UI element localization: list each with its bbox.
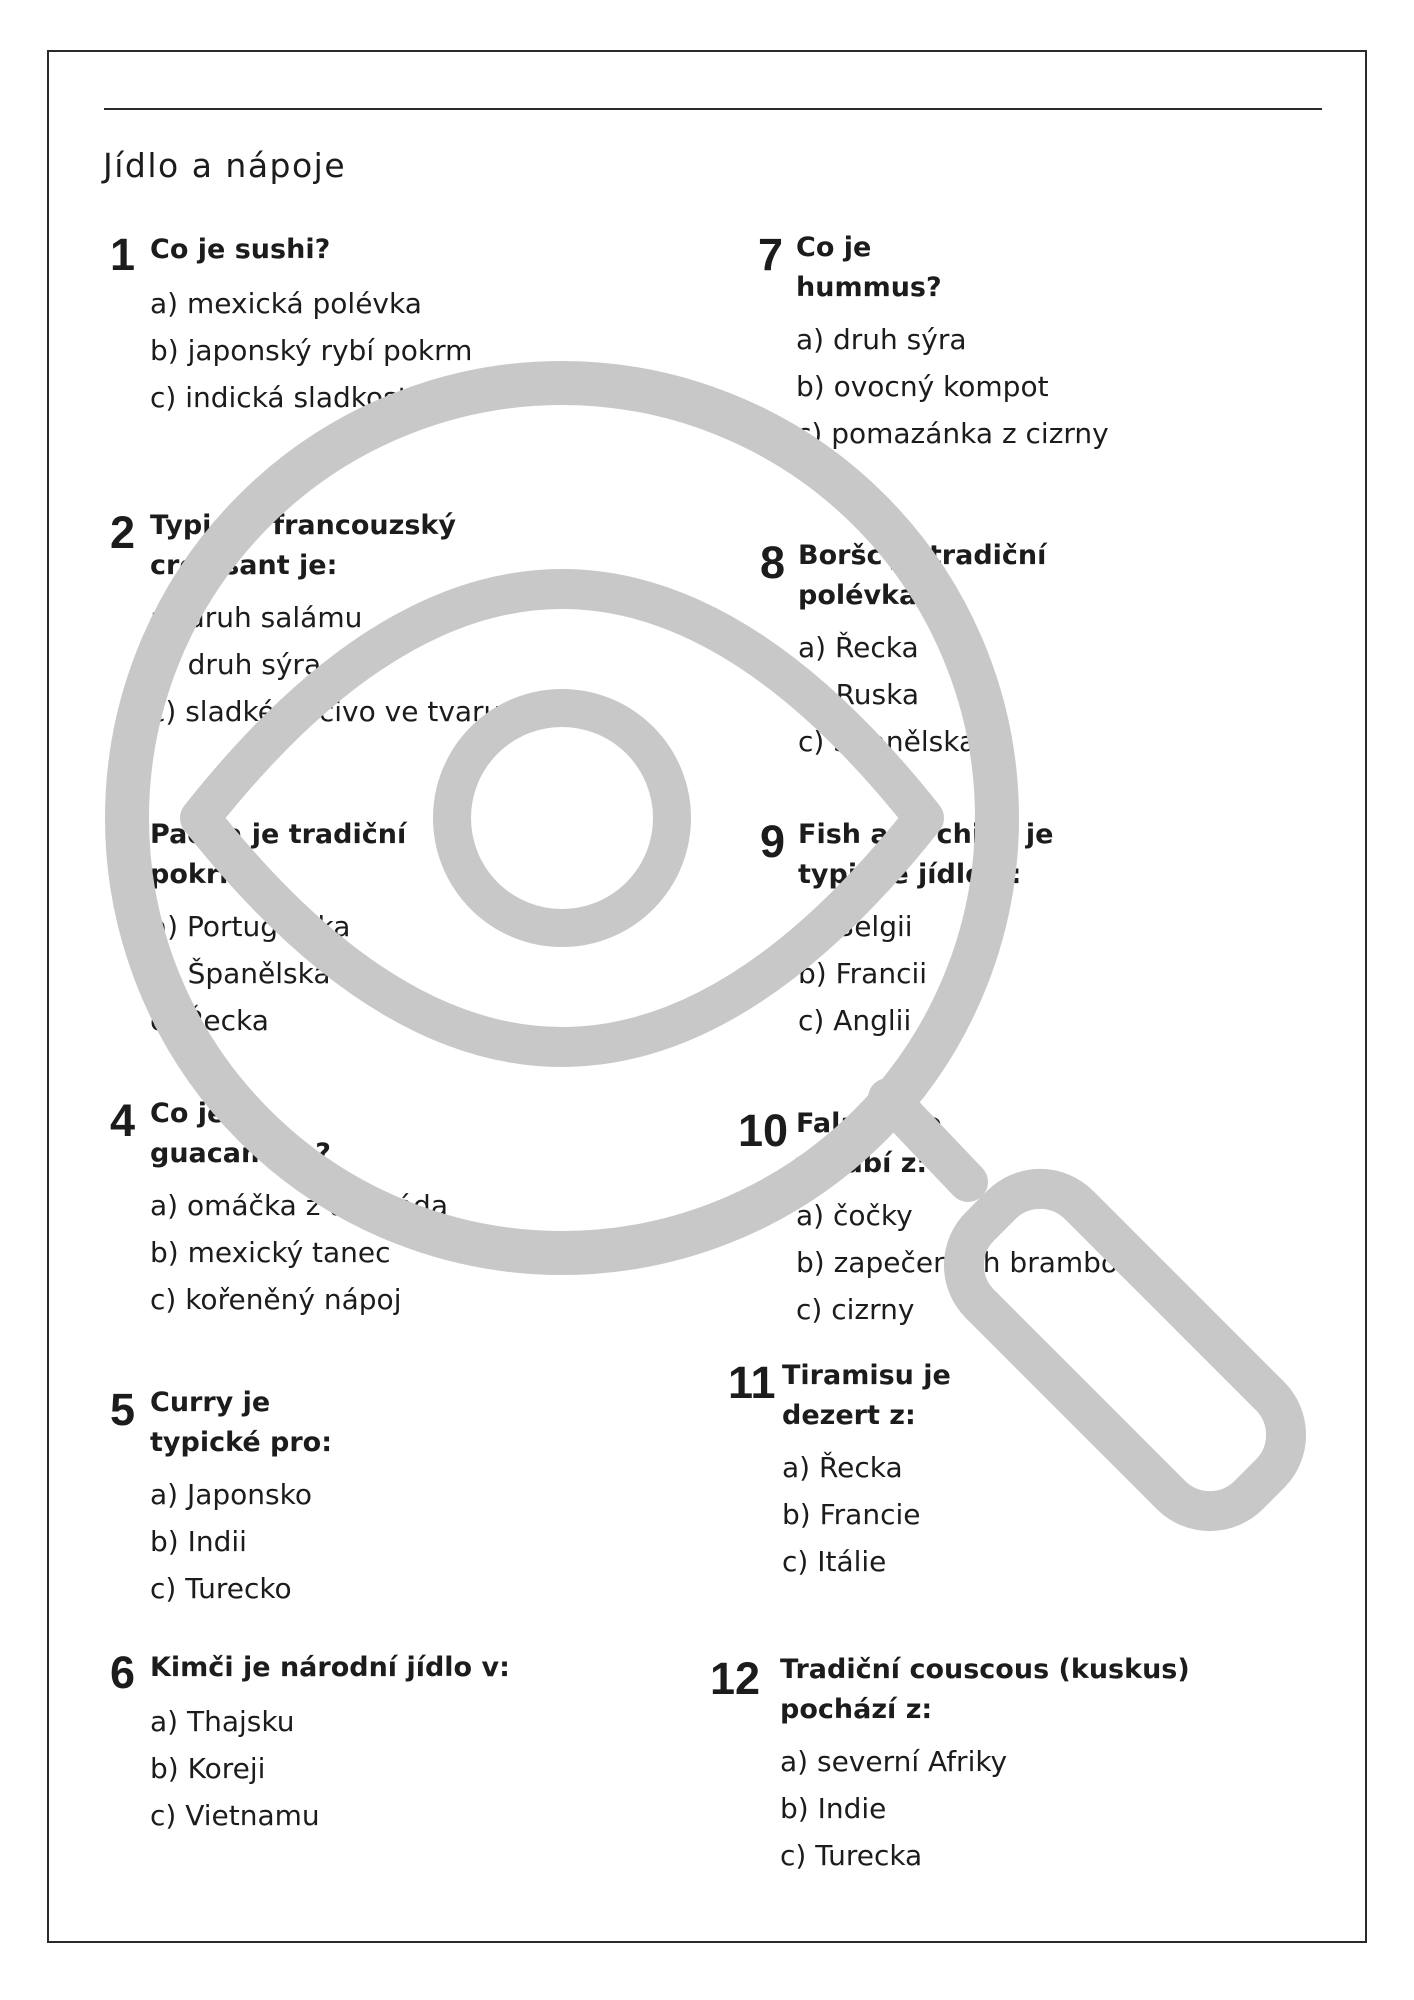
option-b: b) druh sýra [150,648,322,681]
option-b: b) Koreji [150,1752,266,1785]
option-c: c) Itálie [782,1545,887,1578]
option-a: a) Řecka [782,1451,903,1484]
question-number: 5 [110,1384,136,1435]
option-list [150,1471,312,1612]
option-a: a) Řecka [798,631,919,664]
option-b: b) mexický tanec [150,1236,391,1269]
option-b: b) japonský rybí pokrm [150,334,473,367]
option-list [798,903,927,1044]
option-list [150,594,610,735]
question-number: 7 [758,229,784,280]
option-a: a) mexická polévka [150,287,422,320]
question-text: Curry je typické pro: [150,1387,333,1458]
question-number: 8 [760,537,786,588]
question-number: 10 [738,1105,789,1156]
option-c: c) Řecka [150,1004,269,1037]
page-title: Jídlo a nápoje [103,146,347,185]
question-text: Boršč je tradiční polévka z: [798,540,1047,611]
option-c: c) cizrny [796,1293,915,1326]
question-number: 6 [110,1647,136,1698]
question-text: Kimči je národní jídlo v: [150,1652,510,1683]
question-text: Fish and chips je typické jídlo v: [798,819,1054,890]
question-text: Tiramisu je dezert z: [782,1360,951,1431]
option-list [780,1738,1007,1879]
question-number: 9 [760,816,786,867]
option-a: a) Belgii [798,910,913,943]
question-text: Co je sushi? [150,234,331,265]
question-text: Paella je tradiční pokrm: [150,819,407,890]
option-c: c) pomazánka z cizrny [796,417,1109,450]
option-c: c) Turecka [780,1839,923,1872]
option-a: a) severní Afriky [780,1745,1008,1778]
question-number: 3 [110,816,136,867]
question-text: Co je hummus? [796,232,942,303]
question-number: 1 [110,229,136,280]
option-list [796,316,1109,457]
option-c: c) sladké pečivo ve tvaru měsíce [150,695,610,728]
option-c: c) Turecko [150,1572,292,1605]
option-a: a) čočky [796,1199,913,1232]
question-text: Tradiční couscous (kuskus) pochází z: [780,1654,1190,1725]
option-b: b) Španělska [150,957,331,990]
option-c: c) Anglii [798,1004,912,1037]
question-text: Falafel se vyrábí z: [796,1108,942,1179]
option-b: b) Indie [780,1792,887,1825]
option-a: a) Thajsku [150,1705,295,1738]
option-b: b) Indii [150,1525,247,1558]
option-b: b) Ruska [798,678,920,711]
question-number: 11 [728,1357,776,1408]
header-rule [104,108,1322,110]
option-a: a) omáčka z avokáda [150,1189,448,1222]
option-a: a) druh sýra [796,323,967,356]
option-list [150,1182,448,1323]
option-list [150,280,472,421]
option-b: b) Francii [798,957,928,990]
question-text: Typický francouzský croissant je: [150,510,456,581]
question-number: 2 [110,507,136,558]
option-list [798,624,976,765]
option-list [782,1444,920,1585]
option-c: c) kořeněný nápoj [150,1283,402,1316]
option-list [796,1192,1130,1333]
option-c: c) indická sladkost [150,381,409,414]
question-number: 12 [710,1653,761,1704]
option-list [150,1698,320,1839]
option-c: c) Vietnamu [150,1799,320,1832]
question-number: 4 [110,1095,136,1146]
option-c: c) Španělska [798,725,977,758]
question-text: Co je guacamole? [150,1098,331,1169]
option-list [150,903,350,1044]
option-b: b) Francie [782,1498,921,1531]
option-a: a) Portugalska [150,910,351,943]
option-a: a) druh salámu [150,601,363,634]
option-a: a) Japonsko [150,1478,312,1511]
option-b: b) zapečených brambor [796,1246,1130,1279]
option-b: b) ovocný kompot [796,370,1049,403]
